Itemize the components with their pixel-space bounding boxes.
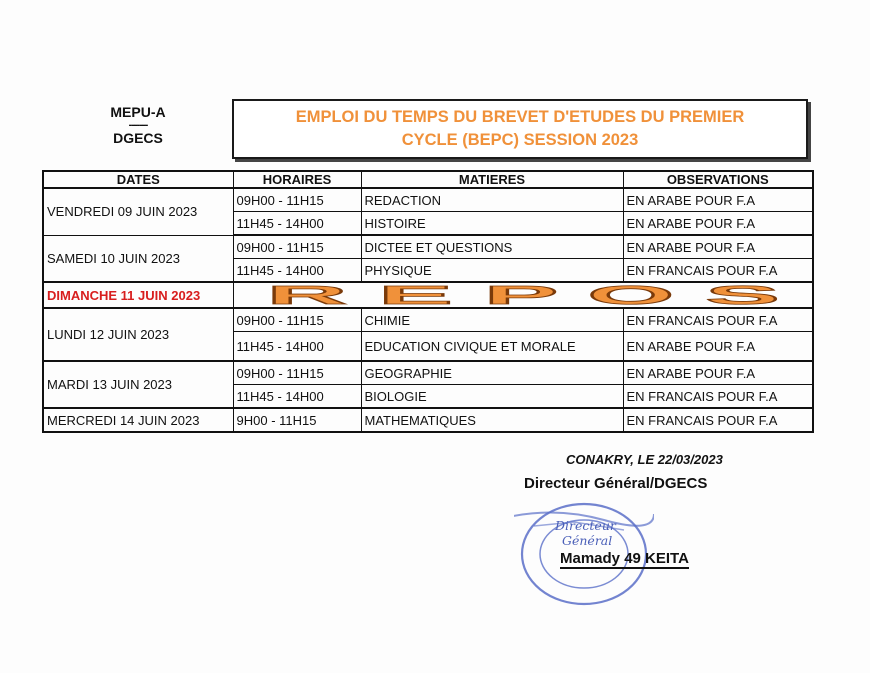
- exam-time: 11H45 - 14H00: [233, 332, 361, 362]
- exam-subject: MATHEMATIQUES: [361, 408, 623, 432]
- ministry-separator: -------: [128, 119, 148, 131]
- rest-day-banner: [233, 282, 813, 308]
- exam-time: 09H00 - 11H15: [233, 235, 361, 259]
- title-line-2: CYCLE (BEPC) SESSION 2023: [401, 131, 639, 149]
- col-header-observations: OBSERVATIONS: [623, 171, 813, 188]
- exam-time: 09H00 - 11H15: [233, 308, 361, 332]
- table-row: [43, 235, 813, 259]
- repos-label: R E P O S: [266, 283, 780, 307]
- repos-banner-svg: [237, 283, 810, 307]
- rest-day-date: DIMANCHE 11 JUIN 2023: [43, 282, 233, 308]
- table-row: [43, 188, 813, 212]
- col-header-matieres: MATIERES: [361, 171, 623, 188]
- directorate-name: DGECS: [113, 130, 163, 146]
- stamp-text: Directeur: [555, 518, 616, 533]
- exam-observation: EN FRANCAIS POUR F.A: [623, 385, 813, 409]
- exam-time: 09H00 - 11H15: [233, 188, 361, 212]
- document-title-box: [232, 99, 808, 159]
- exam-date: MERCREDI 14 JUIN 2023: [43, 408, 233, 432]
- exam-time: 11H45 - 14H00: [233, 259, 361, 283]
- exam-time: 11H45 - 14H00: [233, 385, 361, 409]
- rest-day-row: [43, 282, 813, 308]
- exam-time: 11H45 - 14H00: [233, 212, 361, 236]
- table-header-row: [43, 171, 813, 188]
- exam-observation: EN ARABE POUR F.A: [623, 235, 813, 259]
- exam-observation: EN ARABE POUR F.A: [623, 361, 813, 385]
- exam-date: VENDREDI 09 JUIN 2023: [43, 188, 233, 235]
- exam-observation: EN ARABE POUR F.A: [623, 332, 813, 362]
- signatory-title: Directeur Général/DGECS: [524, 475, 708, 492]
- exam-subject: PHYSIQUE: [361, 259, 623, 283]
- exam-schedule-table: [42, 170, 814, 433]
- exam-subject: BIOLOGIE: [361, 385, 623, 409]
- exam-observation: EN FRANCAIS POUR F.A: [623, 308, 813, 332]
- exam-date: MARDI 13 JUIN 2023: [43, 361, 233, 408]
- ministry-name: MEPU-A: [110, 104, 166, 120]
- col-header-horaires: HORAIRES: [233, 171, 361, 188]
- exam-observation: EN FRANCAIS POUR F.A: [623, 408, 813, 432]
- exam-subject: HISTOIRE: [361, 212, 623, 236]
- exam-subject: GEOGRAPHIE: [361, 361, 623, 385]
- exam-subject: CHIMIE: [361, 308, 623, 332]
- exam-subject: EDUCATION CIVIQUE ET MORALE: [361, 332, 623, 362]
- exam-subject: DICTEE ET QUESTIONS: [361, 235, 623, 259]
- exam-observation: EN ARABE POUR F.A: [623, 188, 813, 212]
- col-header-dates: DATES: [43, 171, 233, 188]
- title-line-1: EMPLOI DU TEMPS DU BREVET D'ETUDES DU PREMIER: [295, 108, 745, 126]
- ministry-header: [88, 104, 188, 146]
- exam-date: SAMEDI 10 JUIN 2023: [43, 235, 233, 282]
- signatory-name: Mamady 49 KEITA: [560, 550, 689, 567]
- place-and-date: CONAKRY, LE 22/03/2023: [566, 452, 723, 467]
- table-row: [43, 408, 813, 432]
- exam-observation: EN ARABE POUR F.A: [623, 212, 813, 236]
- exam-time: 09H00 - 11H15: [233, 361, 361, 385]
- exam-observation: EN FRANCAIS POUR F.A: [623, 259, 813, 283]
- document-title: [260, 106, 780, 152]
- exam-date: LUNDI 12 JUIN 2023: [43, 308, 233, 361]
- table-row: [43, 361, 813, 385]
- table-row: [43, 308, 813, 332]
- stamp-text: Général: [562, 533, 613, 548]
- exam-subject: REDACTION: [361, 188, 623, 212]
- exam-time: 9H00 - 11H15: [233, 408, 361, 432]
